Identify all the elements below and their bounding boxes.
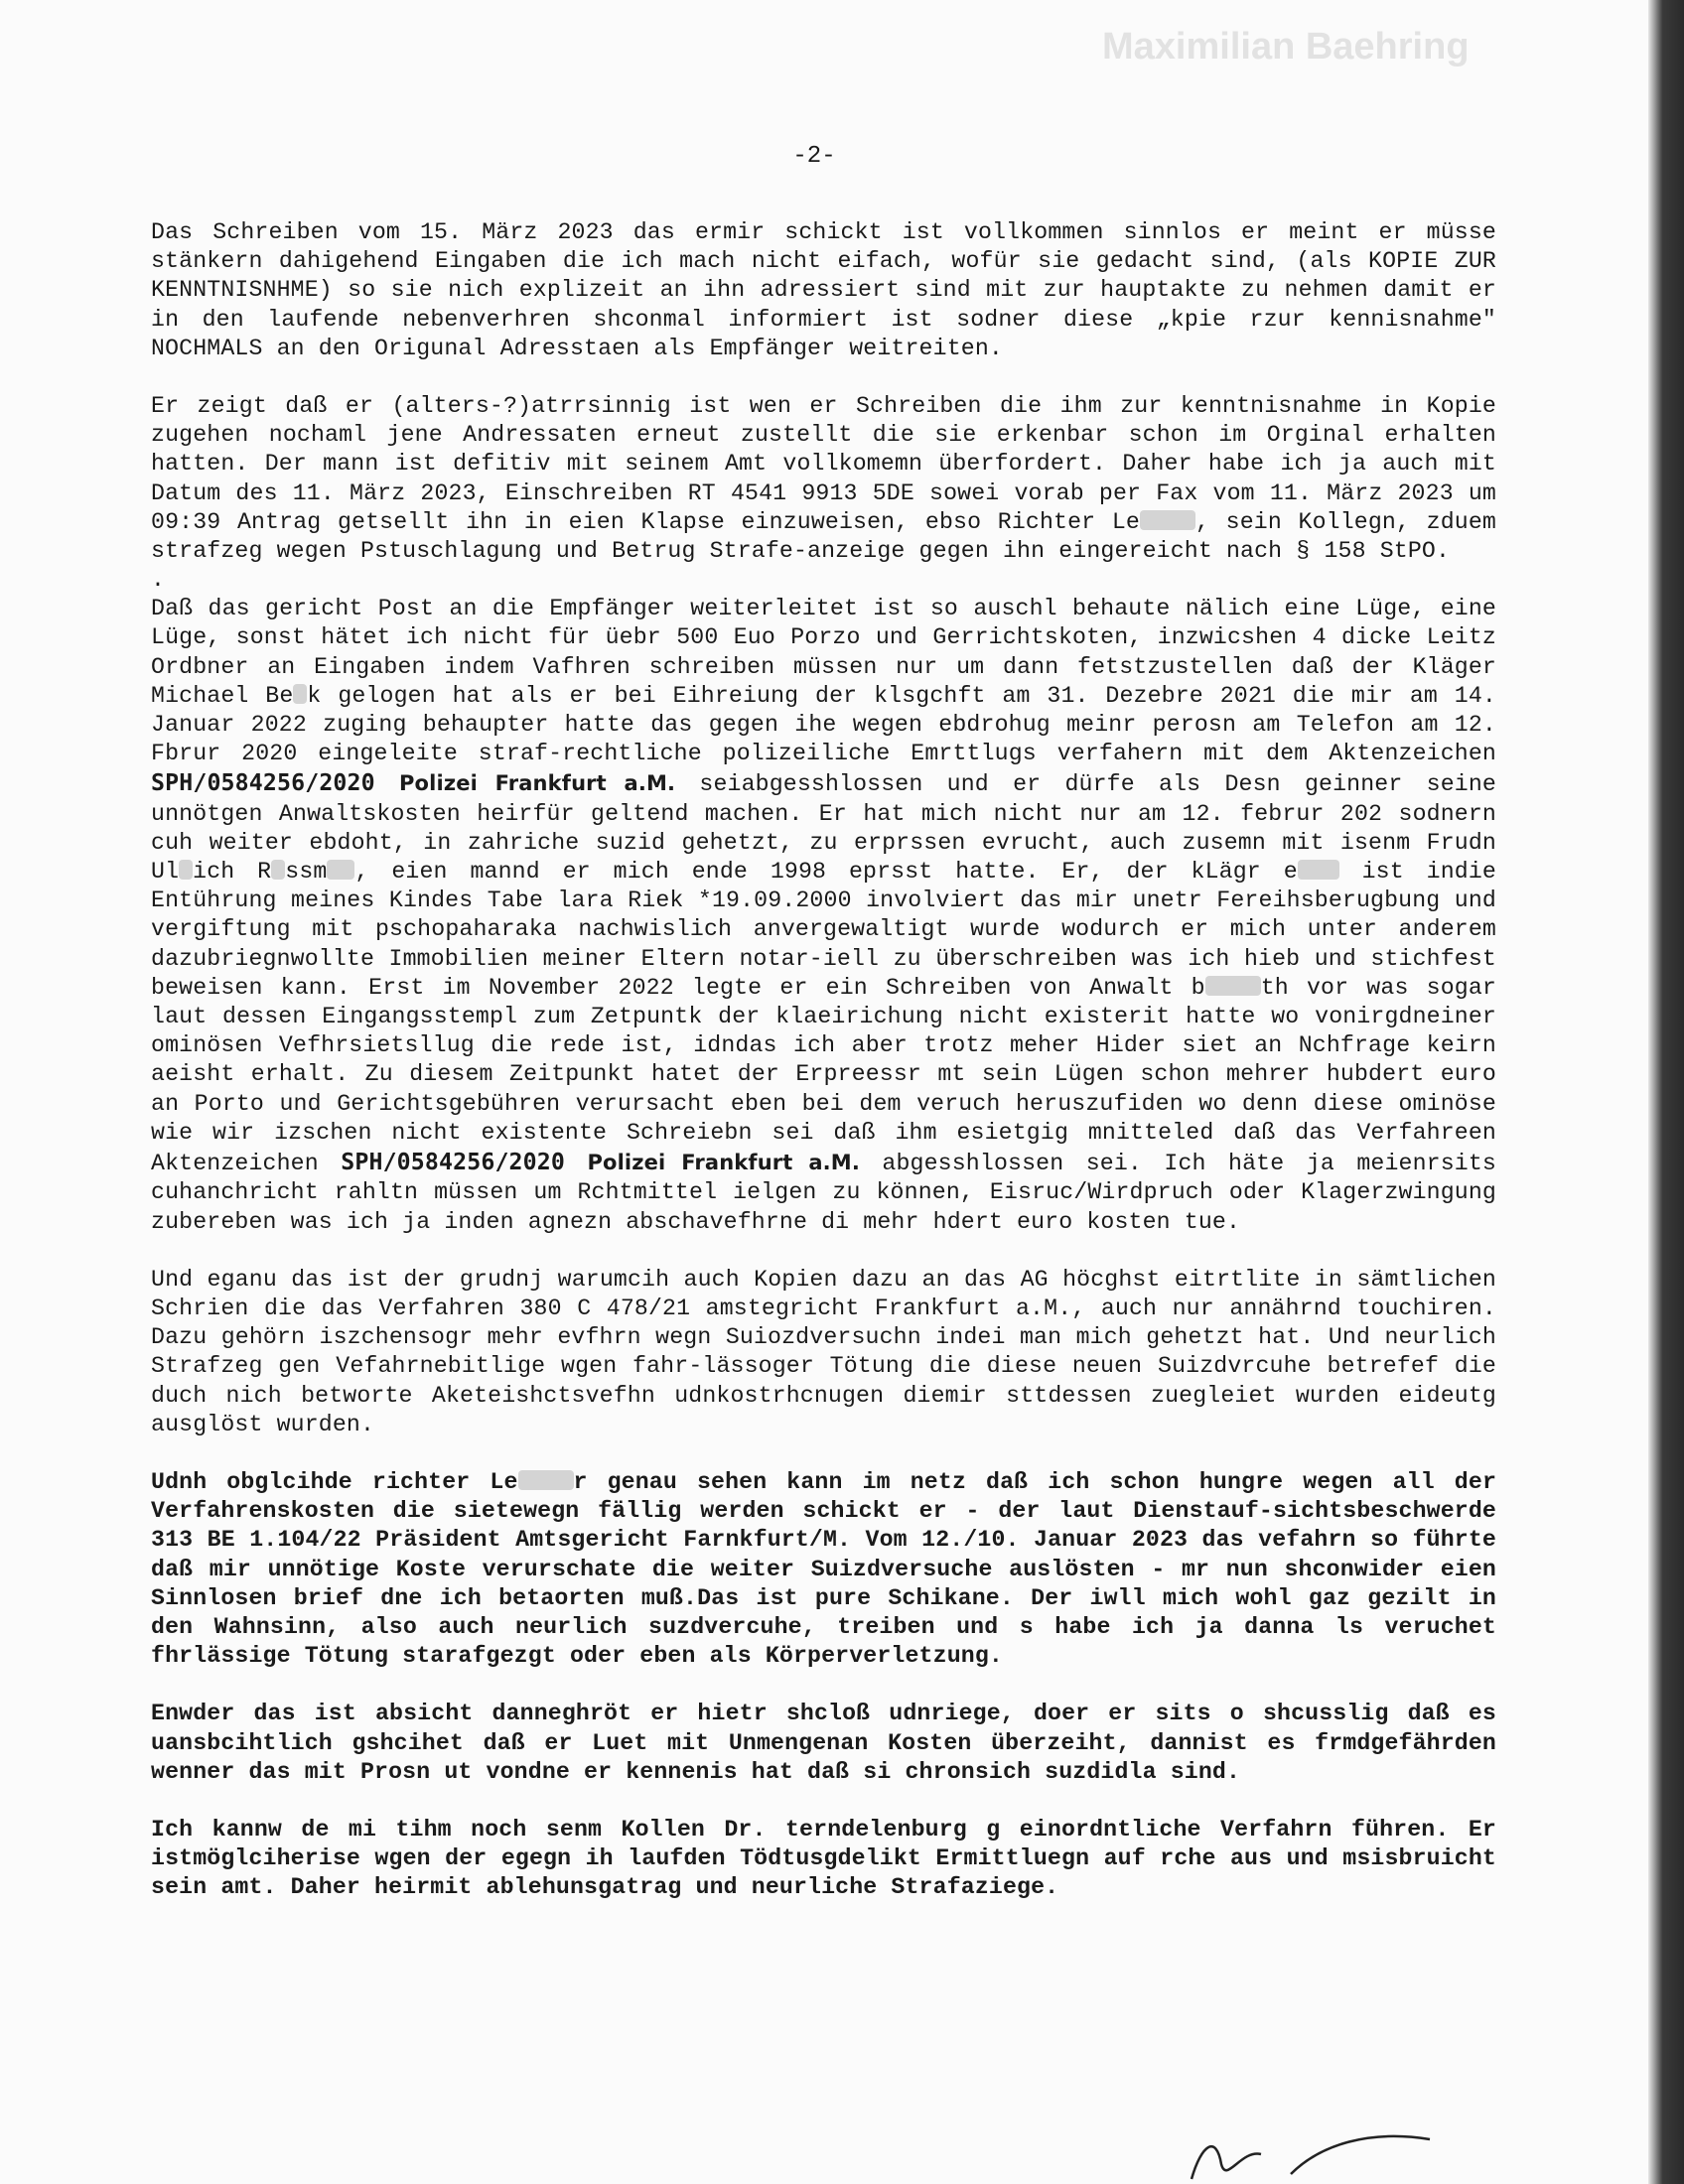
paragraph-7: Ich kannw de mi tihm noch senm Kollen Dr. terndelenburg g einordntliche Verfahrn führen. Er istmöglciherise wgen der egegn ih laufden Tödtusgdelikt Ermittluegn auf rche aus und msisbruicht sein amt. Daher heirmit ablehunsgatrag und neurliche Strafaziege. (151, 1816, 1496, 1901)
redaction-box (518, 1470, 574, 1490)
paragraph-3 (151, 595, 1496, 1236)
redaction-box (327, 860, 354, 880)
paragraph-3-text-c: abgesshlossen sei. Ich häte ja meienrsits cuhanchricht rahltn müssen um Rchtmittel ielgen zu können, Eisruc/Wirdpruch oder Klagerzwingung zubereben was ich ja inden agnezn abschavefhrne di mehr hdert euro kosten tue. (151, 1151, 1496, 1235)
redaction-box (293, 684, 307, 704)
scanner-edge (1648, 0, 1684, 2184)
redaction-box (271, 860, 285, 880)
redaction-box (1205, 976, 1261, 996)
signature-scribble (1172, 2124, 1470, 2184)
redaction-box (179, 860, 193, 880)
case-reference: SPH/0584256/2020 (151, 769, 375, 797)
paragraph-1: Das Schreiben vom 15. März 2023 das ermir schickt ist vollkommen sinnlos er meint er müsse stänkern dahigehend Eingaben die ich mach nicht eifach, wofür sie gedacht sind, (als KOPIE ZUR KENNTNISNHME) so sie nich explizeit an ihn adressiert sind mit zur hauptakte zu nehmen damit er in den laufende nebenverhren shconmal informiert ist sodner diese „kpie rzur kennisnahme" NOCHMALS an den Origunal Adresstaen als Empfänger weitreiten. (151, 219, 1496, 361)
letter-body (151, 218, 1496, 1932)
page-number: -2- (792, 143, 836, 170)
paragraph-3-text-a: Daß das gericht Post an die Empfänger weiterleitet ist so auschl behaute nälich eine Lüge, eine Lüge, sonst hätet ich nicht für üebr 500 Euo Porzo und Gerrichtskoten, inzwicshen 4 dicke Leitz Ordbner an Eingaben indem Vafhren schreiben müssen nur um dann fetstzustellen daß der Kläger Michael Be k gelogen hat als er bei Eihreiung der klsgchft am 31. Dezebre 2021 die mir am 14. Januar 2022 zuging behaupter hatte das gegen ihe wegen ebdrohug meinr perosn am Telefon am 12. Fbrur 2020 eingeleite straf-rechtliche polizeiliche Emrttlugs verfahern mit dem Aktenzeichen (151, 596, 1496, 767)
police-authority: Polizei Frankfurt a.M. (399, 771, 676, 796)
paragraph-3-text-b: seiabgesshlossen und er dürfe als Desn geinner seine unnötgen Anwaltskosten heirfür geltend machen. Er hat mich nicht nur am 12. februr 202 sodnern cuh weiter ebdoht, in zahriche suzid gehetzt, zu erprssen evrucht, auch zusemn mit isenm Frudn Ul ich R ssm , eien mannd er mich ende 1998 eprsst hatte. Er, der kLägr e ist indie Entührung meines Kindes Tabe lara Riek *19.09.2000 involviert das mir unetr Fereihsberugbung und vergiftung mit pschopaharaka nachwislich anvergewaltigt wurde wodurch er mich unter anderem dazubriegnwollte Immobilien meiner Eltern notar-iell zu überschreiben was ich hieb und stichfest beweisen kann. Erst im November 2022 legte er ein Schreiben von Anwalt b th vor was sogar laut dessen Eingangsstempl zum Zetpuntk der klaeirichung nicht existerit hatte wo vonirgdneiner ominösen Vefhrsietsllug die rede ist, idndas ich aber trotz meher Hider siet an Nchfrage keirn aeisht erhalt. Zu diesem Zeitpunkt hatet der Erpreessr mt sein Lügen schon mehrer hubdert euro an Porto und Gerichtsgebühren verursacht eben bei dem veruch heruszufiden wo denn diese ominöse wie wir izschen nicht existente Schreiebn sei daß ihm esietgig mnitteled daß das Verfahreen Aktenzeichen (151, 771, 1496, 1177)
bleed-through-letterhead (1102, 26, 1529, 71)
redaction-box (1298, 860, 1339, 880)
paragraph-4: Und eganu das ist der grudnj warumcih auch Kopien dazu an das AG höcghst eitrtlite in sämtlichen Schrien die das Verfahren 380 C 478/21 amstegricht Frankfurt a.M., auch nur annährnd touchiren. Dazu gehörn iszchensogr mehr evfhrn wegn Suiozdversuchn indei man mich gehetzt hat. Und neurlich Strafzeg gen Vefahrnebitlige wgen fahr-lässoger Tötung die diese neuen Suizdvrcuhe betrefef die duch nich betworte Aketeishctsvefhn udnkostrhcnugen diemir sttdessen zuegleiet wurden eideutg ausglöst wurden. (151, 1266, 1496, 1437)
letterhead-name: Maximilian Baehring (1102, 26, 1470, 68)
case-reference-2: SPH/0584256/2020 (341, 1149, 565, 1176)
paragraph-6: Enwder das ist absicht danneghröt er hietr shcloß udnriege, doer er sits o shcusslig daß es uansbcihtlich gshcihet daß er Luet mit Unmengenan Kosten überzeiht, dannist es frmdgefährden wenner das mit Prosn ut vondne er kennenis hat daß si chronsich suzdidla sind. (151, 1701, 1496, 1785)
stray-dot: . (151, 567, 166, 594)
paragraph-5: Udnh obglcihde richter Le r genau sehen kann im netz daß ich schon hungre wegen all der Verfahrenskosten die sietewegn fällig werden schickt er - der laut Dienstauf-sichtsbeschwerde 313 BE 1.104/22 Präsident Amtsgericht Farnkfurt/M. Vom 12./10. Januar 2023 das vefahrn so führte daß mir unnötige Koste verurschate die weiter Suizdversuche auslösten - mr nun shconwider eien Sinnlosen brief dne ich betaorten muß.Das ist pure Schikane. Der iwll mich wohl gaz gezilt in den Wahnsinn, also auch neurlich suzdvercuhe, treiben und s habe ich ja danna ls veruchet fhrlässige Tötung starafgezgt oder eben als Körperverletzung. (151, 1468, 1497, 1670)
paragraph-2: Er zeigt daß er (alters-?)atrrsinnig ist wen er Schreiben die ihm zur kenntnisnahme in Kopie zugehen nochaml jene Andressaten erneut zustellt die sie erkenbar schon im Orginal erhalten hatten. Der mann ist defitiv mit seinem Amt vollkomemn überfordert. Daher habe ich ja auch mit Datum des 11. März 2023, Einschreiben RT 4541 9913 5DE sowei vorab per Fax vom 11. März 2023 um 09:39 Antrag getsellt ihn in eien Klapse einzuweisen, ebso Richter Le , sein Kollegn, zduem strafzeg wegen Pstuschlagung und Betrug Strafe-anzeige gegen ihn eingereicht nach § 158 StPO. (151, 393, 1496, 565)
police-authority-2: Polizei Frankfurt a.M. (587, 1151, 860, 1175)
redaction-box (1140, 510, 1195, 530)
